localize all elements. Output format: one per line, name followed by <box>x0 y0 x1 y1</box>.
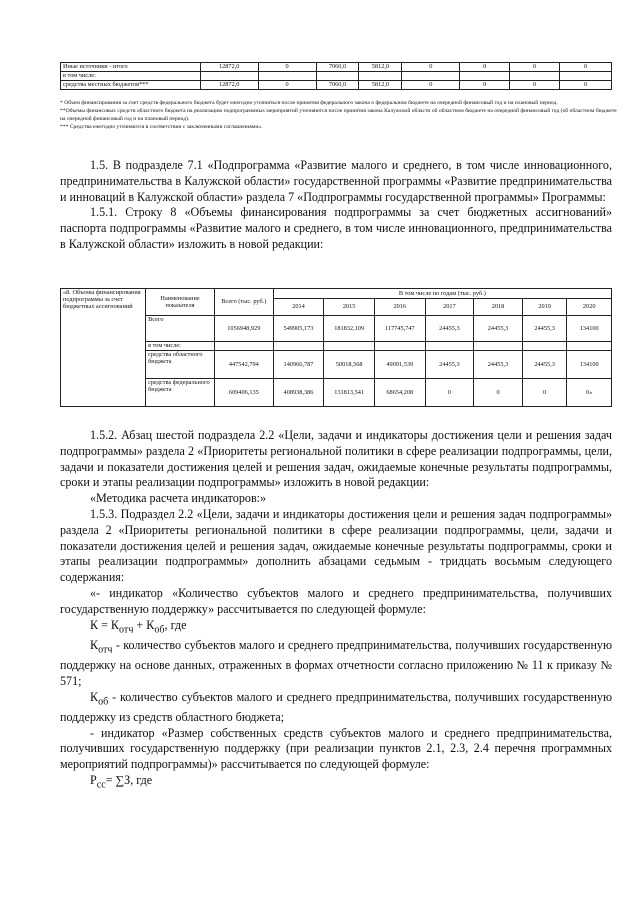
table-cell: 0 <box>510 81 560 90</box>
year-value <box>324 342 375 351</box>
table-cell <box>510 72 560 81</box>
year-header: 2016 <box>374 299 425 316</box>
year-value: 49091,539 <box>374 351 425 379</box>
total-cell: 1056948,929 <box>214 316 273 342</box>
table-cell <box>200 72 258 81</box>
year-value: 0» <box>567 379 612 407</box>
indicator-name: средства областного бюджета <box>146 351 215 379</box>
year-value: 50018,568 <box>324 351 375 379</box>
table-cell: 7060,0 <box>316 63 359 72</box>
year-value: 24455,3 <box>425 351 474 379</box>
year-value <box>425 342 474 351</box>
year-header: 2018 <box>474 299 523 316</box>
paragraph-1-5-3: 1.5.3. Подраздел 2.2 «Цели, задачи и индикаторы достижения цели и решения задач подпрограммы» раздела 2 «Приоритеты региональной политики в сфере реализации подпрограммы, цели, задачи и показатели достижения целей и решения задач, ожидаемые конечные результаты подпрограммы, сроки и этапы реализации подпрограммы» дополнить абзацами седьмым - тридцать восьмым следующего содержания: <box>60 506 612 585</box>
table-cell: 0 <box>402 63 460 72</box>
year-header: 2017 <box>425 299 474 316</box>
table-cell: 0 <box>560 81 612 90</box>
year-value: 408938,386 <box>273 379 324 407</box>
top-funding-table <box>60 62 612 90</box>
total-cell: 609406,135 <box>214 379 273 407</box>
year-header: 2019 <box>522 299 567 316</box>
table-row <box>61 72 612 81</box>
table-cell: 0 <box>258 63 316 72</box>
row-label: в том числе: <box>61 72 201 81</box>
year-value <box>273 342 324 351</box>
year-value: 0 <box>474 379 523 407</box>
col-header-name: Наименование показателя <box>146 289 215 316</box>
paragraph-method: «Методика расчета индикаторов:» <box>90 491 267 506</box>
year-value: 24455,3 <box>522 351 567 379</box>
table-cell <box>316 72 359 81</box>
year-value <box>374 342 425 351</box>
indicator-name: средства федерального бюджета <box>146 379 215 407</box>
funding-row-label: «8. Объемы финансирования подпрограммы за счет бюджетных ассигнований <box>61 289 146 407</box>
year-header: 2020 <box>567 299 612 316</box>
table-cell: 5812,0 <box>359 63 402 72</box>
row-label: средства местных бюджетов*** <box>61 81 201 90</box>
total-cell: 447542,794 <box>214 351 273 379</box>
table-row <box>61 81 612 90</box>
table-cell: 12872,0 <box>200 81 258 90</box>
total-cell <box>214 342 273 351</box>
col-header-years: В том числе по годам (тыс. руб.) <box>273 289 611 299</box>
year-value <box>522 342 567 351</box>
year-value: 24455,3 <box>425 316 474 342</box>
year-value <box>567 342 612 351</box>
indicator-name: в том числе: <box>146 342 215 351</box>
definition-kotch: $К_{отч}$ - количество субъектов малого и среднего предпринимательства, получивших государственную поддержку на основе данных, отраженных в формах отчетности согласно приложению № 11 к приказу № 571; <box>60 637 612 688</box>
footnotes <box>60 99 620 131</box>
year-value: 24455,3 <box>522 316 567 342</box>
paragraph-1-5: 1.5. В подразделе 7.1 «Подпрограмма «Развитие малого и среднего, в том числе инновационного, предпринимательства в Калужской области» государственной программы «Развитие предпринимательства и инноваций в Калужской области» раздела 7 «Подпрограммы государственной программы» Программы: <box>60 158 612 204</box>
definition-kob: $К_{об}$ - количество субъектов малого и среднего предпринимательства, получивших государственную поддержку из средств областного бюджета; <box>60 689 612 724</box>
table-row <box>61 63 612 72</box>
table-cell: 7060,0 <box>316 81 359 90</box>
table-cell: 5812,0 <box>359 81 402 90</box>
formula-2: $Р_{сс}= \sum З$, где <box>90 772 153 791</box>
table-cell: 0 <box>258 81 316 90</box>
table-cell: 0 <box>560 63 612 72</box>
year-value: 0 <box>425 379 474 407</box>
table-cell: 0 <box>460 81 510 90</box>
body-text-block <box>60 428 612 793</box>
paragraph-indicator-1: «- индикатор «Количество субъектов малого и среднего предпринимательства, получивших государственную поддержку» рассчитывается по следующей формуле: <box>60 585 612 616</box>
table-cell: 0 <box>402 81 460 90</box>
table-cell <box>560 72 612 81</box>
year-value <box>474 342 523 351</box>
table-cell <box>460 72 510 81</box>
year-value: 134100 <box>567 316 612 342</box>
table-cell: 12872,0 <box>200 63 258 72</box>
year-value: 181832,109 <box>324 316 375 342</box>
paragraph-1-5-2: 1.5.2. Абзац шестой подраздела 2.2 «Цели, задачи и индикаторы достижения цели и решения задач подпрограммы» раздела 2 «Приоритеты региональной политики в сфере реализации подпрограммы, цели, задачи и показатели достижения целей и решения задач, ожидаемые конечные результаты подпрограммы, сроки и этапы реализации подпрограммы» изложить в новой редакции: <box>60 428 612 490</box>
table-cell: 0 <box>510 63 560 72</box>
footnote: * Объем финансирования за счет средств федерального бюджета будет ежегодно уточняться после принятия федерального закона о федеральном бюджете на очередной финансовый год и на плановый период. <box>60 100 558 106</box>
row-label: Иные источники - итого <box>61 63 201 72</box>
year-value: 117745,747 <box>374 316 425 342</box>
year-value: 24455,3 <box>474 316 523 342</box>
subprogram-funding-table <box>60 288 612 407</box>
footnote: *** Средства ежегодно уточняются в соответствии с заключенными соглашениями». <box>60 124 263 130</box>
table-cell <box>402 72 460 81</box>
year-value: 549905,173 <box>273 316 324 342</box>
table-cell <box>359 72 402 81</box>
table-cell: 0 <box>460 63 510 72</box>
year-header: 2015 <box>324 299 375 316</box>
year-value: 24455,3 <box>474 351 523 379</box>
year-value: 68654,208 <box>374 379 425 407</box>
paragraph-1-5-1: 1.5.1. Строку 8 «Объемы финансирования подпрограммы за счет бюджетных ассигнований» паспорта подпрограммы «Развитие малого и среднего, в том числе инновационного, предпринимательства в Калужской области» изложить в новой редакции: <box>60 205 612 251</box>
year-value: 140966,787 <box>273 351 324 379</box>
year-header: 2014 <box>273 299 324 316</box>
col-header-total: Всего (тыс. руб.) <box>214 289 273 316</box>
year-value: 134100 <box>567 351 612 379</box>
formula-1: $К = К_{отч} + К_{об}$, где <box>90 617 187 635</box>
footnote: **Объемы финансовых средств областного бюджета на реализацию подпрограммных мероприятий уточняются после принятия закона Калужской области об областном бюджете на очередной финансовый год (об областном бюджете на очередной финансовый год и на плановый период). <box>60 108 617 122</box>
table-cell <box>258 72 316 81</box>
indicator-name: Всего <box>146 316 215 342</box>
paragraph-1-5-block <box>60 158 612 253</box>
year-value: 131813,541 <box>324 379 375 407</box>
year-value: 0 <box>522 379 567 407</box>
paragraph-indicator-2: - индикатор «Размер собственных средств субъектов малого и среднего предпринимательства, получивших государственную поддержку (при реализации пунктов 2.1, 2.3, 2.4 перечня программных мероприятий подпрограммы)» рассчитывается по следующей формуле: <box>60 725 612 772</box>
